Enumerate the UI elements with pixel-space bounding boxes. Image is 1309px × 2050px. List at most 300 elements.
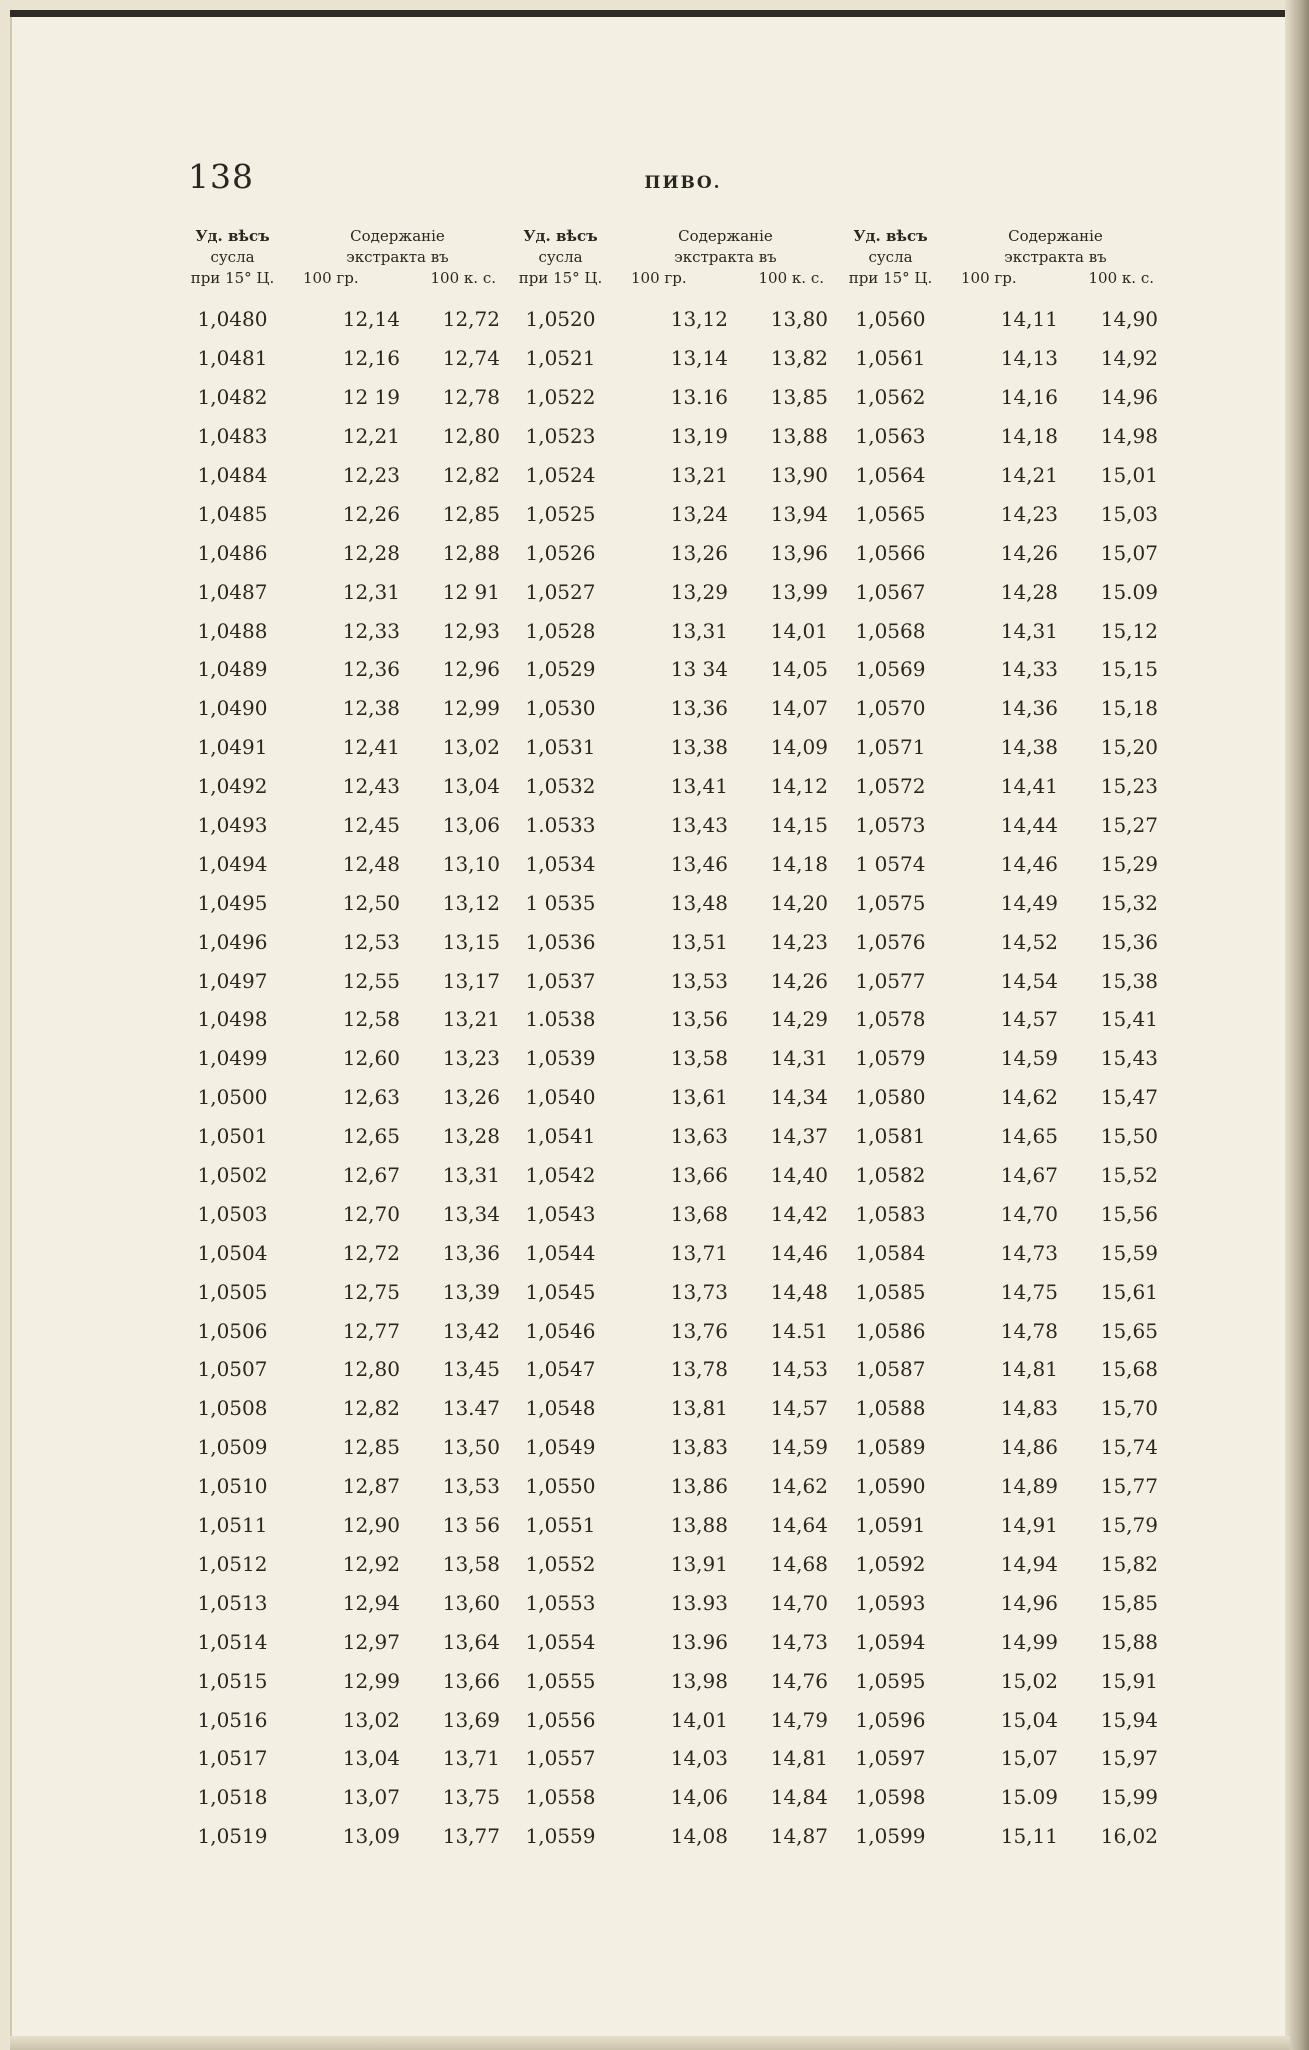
header-line: Содержаніе xyxy=(1008,227,1103,245)
extract-cc-cell: 13,17 xyxy=(442,968,500,993)
extract-grams-cell: 14,65 xyxy=(1000,1124,1058,1149)
extract-cc-cell: 15,12 xyxy=(1100,618,1158,643)
extract-grams-cell: 14,99 xyxy=(1000,1629,1058,1654)
extract-grams-cell: 12,36 xyxy=(342,657,400,682)
specific-gravity-cell: 1,0568 xyxy=(855,618,926,643)
header-line: при 15° Ц. xyxy=(848,269,933,287)
specific-gravity-cell: 1,0532 xyxy=(525,774,596,799)
table-row xyxy=(838,1700,1158,1739)
extract-cc-cell: 13,50 xyxy=(442,1435,500,1460)
extract-grams-cell: 14,06 xyxy=(670,1785,728,1810)
extract-grams-cell: 14,52 xyxy=(1000,929,1058,954)
table-row xyxy=(180,300,500,339)
extract-grams-cell: 13,61 xyxy=(670,1085,728,1110)
table-row xyxy=(838,1506,1158,1545)
specific-gravity-cell: 1,0587 xyxy=(855,1357,926,1382)
extract-cc-cell: 14,68 xyxy=(770,1551,828,1576)
extract-grams-cell: 15,07 xyxy=(1000,1746,1058,1771)
table-row xyxy=(180,1739,500,1778)
extract-cc-cell: 15,01 xyxy=(1100,463,1158,487)
table-row xyxy=(180,1350,500,1389)
table-row xyxy=(838,456,1158,495)
extract-grams-cell: 15,11 xyxy=(1000,1824,1058,1849)
table-row xyxy=(838,1467,1158,1506)
table-row xyxy=(838,533,1158,572)
extract-cc-cell: 15,29 xyxy=(1100,851,1158,876)
specific-gravity-cell: 1,0520 xyxy=(525,307,596,332)
specific-gravity-cell: 1,0510 xyxy=(197,1474,268,1499)
table-row xyxy=(508,1622,828,1661)
specific-gravity-cell: 1,0589 xyxy=(855,1435,926,1460)
specific-gravity-cell: 1,0564 xyxy=(855,463,926,487)
table-row xyxy=(508,1506,828,1545)
table-row xyxy=(508,1583,828,1622)
specific-gravity-cell: 1,0493 xyxy=(197,813,268,838)
specific-gravity-cell: 1.0533 xyxy=(525,813,596,838)
extract-grams-cell: 13,09 xyxy=(342,1824,400,1849)
table-row xyxy=(508,611,828,650)
extract-cc-cell: 15.09 xyxy=(1100,579,1158,604)
extract-grams-cell: 12,45 xyxy=(342,813,400,838)
table-row xyxy=(838,1389,1158,1428)
page-edge-shadow xyxy=(1285,0,1309,2050)
extract-cc-cell: 14,92 xyxy=(1100,346,1158,371)
extract-grams-cell: 13 34 xyxy=(670,657,728,682)
subheader-grams: 100 гр. xyxy=(961,269,1017,287)
specific-gravity-cell: 1,0566 xyxy=(855,540,926,565)
extract-grams-cell: 14,44 xyxy=(1000,813,1058,838)
column-group-header xyxy=(508,226,828,298)
extract-cc-cell: 15,70 xyxy=(1100,1396,1158,1421)
specific-gravity-cell: 1.0538 xyxy=(525,1007,596,1032)
column-group-header xyxy=(180,226,500,298)
table-row xyxy=(838,1272,1158,1311)
extract-grams-cell: 12,28 xyxy=(342,540,400,565)
table-row xyxy=(508,689,828,728)
extract-cc-cell: 13,75 xyxy=(442,1785,500,1810)
extract-cc-cell: 15,85 xyxy=(1100,1590,1158,1615)
extract-cc-cell: 15,03 xyxy=(1100,501,1158,526)
specific-gravity-cell: 1,0480 xyxy=(197,307,268,332)
specific-gravity-cell: 1,0547 xyxy=(525,1357,596,1382)
table-row xyxy=(180,922,500,961)
specific-gravity-cell: 1,0541 xyxy=(525,1124,596,1149)
extract-subheaders xyxy=(295,268,500,289)
specific-gravity-cell: 1,0518 xyxy=(197,1785,268,1810)
table-row xyxy=(180,1078,500,1117)
table-row xyxy=(180,1428,500,1467)
extract-cc-cell: 13,26 xyxy=(442,1085,500,1110)
table-row xyxy=(508,300,828,339)
specific-gravity-cell: 1,0586 xyxy=(855,1318,926,1343)
table-row xyxy=(508,1467,828,1506)
table-row xyxy=(180,1000,500,1039)
specific-gravity-cell: 1,0551 xyxy=(525,1513,596,1538)
extract-grams-cell: 14,62 xyxy=(1000,1085,1058,1110)
table-row xyxy=(508,1272,828,1311)
table-row xyxy=(838,806,1158,845)
extract-cc-cell: 13,58 xyxy=(442,1551,500,1576)
table-row xyxy=(838,728,1158,767)
specific-gravity-cell: 1,0590 xyxy=(855,1474,926,1499)
specific-gravity-cell: 1,0530 xyxy=(525,696,596,721)
table-row xyxy=(180,1389,500,1428)
extract-cc-cell: 14,37 xyxy=(770,1124,828,1149)
table-row xyxy=(508,456,828,495)
extract-grams-cell: 14,11 xyxy=(1000,307,1058,332)
extract-grams-cell: 14,78 xyxy=(1000,1318,1058,1343)
specific-gravity-cell: 1,0531 xyxy=(525,735,596,760)
extract-cc-cell: 13,64 xyxy=(442,1629,500,1654)
table-row xyxy=(180,1039,500,1078)
specific-gravity-cell: 1,0539 xyxy=(525,1046,596,1071)
extract-cc-cell: 15,36 xyxy=(1100,929,1158,954)
extract-grams-cell: 14,46 xyxy=(1000,851,1058,876)
extract-grams-cell: 12,21 xyxy=(342,424,400,449)
table-row xyxy=(838,1817,1158,1856)
extract-grams-cell: 13,26 xyxy=(670,540,728,565)
table-row xyxy=(838,1039,1158,1078)
specific-gravity-cell: 1,0490 xyxy=(197,696,268,721)
extract-cc-cell: 13,02 xyxy=(442,735,500,760)
extract-grams-cell: 14,23 xyxy=(1000,501,1058,526)
table-row xyxy=(838,844,1158,883)
extract-cc-cell: 13,88 xyxy=(770,424,828,449)
table-row xyxy=(508,1389,828,1428)
extract-cc-cell: 14,26 xyxy=(770,968,828,993)
table-row xyxy=(180,844,500,883)
extract-cc-cell: 14,40 xyxy=(770,1163,828,1188)
extract-cc-cell: 13,39 xyxy=(442,1279,500,1304)
table-row xyxy=(180,1194,500,1233)
extract-grams-cell: 14,31 xyxy=(1000,618,1058,643)
extract-cc-cell: 15,99 xyxy=(1100,1785,1158,1810)
extract-cc-cell: 14,59 xyxy=(770,1435,828,1460)
extract-grams-cell: 13,88 xyxy=(670,1513,728,1538)
table-row xyxy=(508,1233,828,1272)
page-number: 138 xyxy=(188,157,254,196)
extract-grams-cell: 12,65 xyxy=(342,1124,400,1149)
table-row xyxy=(180,572,500,611)
specific-gravity-cell: 1,0554 xyxy=(525,1629,596,1654)
extract-grams-cell: 12,53 xyxy=(342,929,400,954)
extract-grams-cell: 13,91 xyxy=(670,1551,728,1576)
table-row xyxy=(180,767,500,806)
extract-cc-cell: 13.47 xyxy=(442,1396,500,1421)
specific-gravity-header xyxy=(180,226,285,289)
extract-grams-cell: 13,48 xyxy=(670,890,728,915)
table-row xyxy=(508,1078,828,1117)
extract-subheaders xyxy=(623,268,828,289)
specific-gravity-cell: 1,0545 xyxy=(525,1279,596,1304)
extract-grams-cell: 12,67 xyxy=(342,1163,400,1188)
specific-gravity-cell: 1,0557 xyxy=(525,1746,596,1771)
specific-gravity-cell: 1,0519 xyxy=(197,1824,268,1849)
specific-gravity-cell: 1,0583 xyxy=(855,1201,926,1226)
table-row xyxy=(180,1778,500,1817)
table-row xyxy=(180,1311,500,1350)
extract-grams-cell: 13,02 xyxy=(342,1707,400,1732)
specific-gravity-cell: 1,0481 xyxy=(197,346,268,371)
specific-gravity-cell: 1,0567 xyxy=(855,579,926,604)
specific-gravity-cell: 1,0585 xyxy=(855,1279,926,1304)
extract-cc-cell: 14,62 xyxy=(770,1474,828,1499)
extract-cc-cell: 15,74 xyxy=(1100,1435,1158,1460)
table-row xyxy=(508,961,828,1000)
table-row xyxy=(180,1467,500,1506)
extract-grams-cell: 14,94 xyxy=(1000,1551,1058,1576)
specific-gravity-header xyxy=(838,226,943,289)
table-row xyxy=(838,767,1158,806)
specific-gravity-cell: 1,0548 xyxy=(525,1396,596,1421)
specific-gravity-cell: 1,0576 xyxy=(855,929,926,954)
specific-gravity-header xyxy=(508,226,613,289)
specific-gravity-cell: 1,0503 xyxy=(197,1201,268,1226)
specific-gravity-cell: 1,0580 xyxy=(855,1085,926,1110)
extract-cc-cell: 13,69 xyxy=(442,1707,500,1732)
extract-grams-cell: 13.93 xyxy=(670,1590,728,1615)
specific-gravity-cell: 1,0571 xyxy=(855,735,926,760)
extract-grams-cell: 13,83 xyxy=(670,1435,728,1460)
extract-cc-cell: 14,05 xyxy=(770,657,828,682)
specific-gravity-cell: 1 0574 xyxy=(855,851,926,876)
subheader-cc: 100 к. с. xyxy=(758,269,824,287)
table-row xyxy=(508,533,828,572)
specific-gravity-cell: 1,0546 xyxy=(525,1318,596,1343)
header-line: Уд. вѣсъ xyxy=(195,227,270,245)
extract-grams-cell: 13,04 xyxy=(342,1746,400,1771)
table-row xyxy=(508,1428,828,1467)
extract-grams-cell: 14,59 xyxy=(1000,1046,1058,1071)
extract-cc-cell: 15,41 xyxy=(1100,1007,1158,1032)
specific-gravity-cell: 1,0482 xyxy=(197,385,268,410)
specific-gravity-cell: 1,0485 xyxy=(197,501,268,526)
extract-grams-cell: 12,72 xyxy=(342,1240,400,1265)
specific-gravity-cell: 1,0593 xyxy=(855,1590,926,1615)
extract-grams-cell: 14,13 xyxy=(1000,346,1058,371)
extract-cc-cell: 15,82 xyxy=(1100,1551,1158,1576)
specific-gravity-cell: 1,0506 xyxy=(197,1318,268,1343)
table-row xyxy=(508,922,828,961)
extract-cc-cell: 14.51 xyxy=(770,1318,828,1343)
extract-cc-cell: 12,74 xyxy=(442,346,500,371)
specific-gravity-cell: 1,0549 xyxy=(525,1435,596,1460)
extract-cc-cell: 14,29 xyxy=(770,1007,828,1032)
specific-gravity-cell: 1,0522 xyxy=(525,385,596,410)
specific-gravity-cell: 1,0494 xyxy=(197,851,268,876)
specific-gravity-cell: 1,0534 xyxy=(525,851,596,876)
specific-gravity-cell: 1,0517 xyxy=(197,1746,268,1771)
table-row xyxy=(508,1778,828,1817)
specific-gravity-cell: 1,0599 xyxy=(855,1824,926,1849)
extract-grams-cell: 12,41 xyxy=(342,735,400,760)
extract-grams-cell: 13,51 xyxy=(670,929,728,954)
extract-cc-cell: 15,50 xyxy=(1100,1124,1158,1149)
extract-grams-cell: 14,83 xyxy=(1000,1396,1058,1421)
table-row xyxy=(508,728,828,767)
extract-cc-cell: 14,20 xyxy=(770,890,828,915)
extract-grams-cell: 13,21 xyxy=(670,463,728,487)
extract-grams-cell: 14,49 xyxy=(1000,890,1058,915)
table-rows xyxy=(180,300,500,1856)
extract-grams-cell: 13,19 xyxy=(670,424,728,449)
extract-cc-cell: 15,91 xyxy=(1100,1668,1158,1693)
extract-grams-cell: 12,60 xyxy=(342,1046,400,1071)
table-row xyxy=(180,494,500,533)
subheader-cc: 100 к. с. xyxy=(430,269,496,287)
extract-cc-cell: 15,43 xyxy=(1100,1046,1158,1071)
page-header xyxy=(188,157,1158,205)
table-row xyxy=(180,728,500,767)
extract-cc-cell: 15,56 xyxy=(1100,1201,1158,1226)
table-row xyxy=(838,1000,1158,1039)
table-row xyxy=(508,494,828,533)
table-row xyxy=(508,1700,828,1739)
specific-gravity-cell: 1,0509 xyxy=(197,1435,268,1460)
specific-gravity-cell: 1,0526 xyxy=(525,540,596,565)
specific-gravity-cell: 1,0528 xyxy=(525,618,596,643)
extract-cc-cell: 13,45 xyxy=(442,1357,500,1382)
table-row xyxy=(508,1000,828,1039)
table-row xyxy=(838,1428,1158,1467)
table-row xyxy=(180,378,500,417)
specific-gravity-cell: 1,0552 xyxy=(525,1551,596,1576)
specific-gravity-cell: 1,0523 xyxy=(525,424,596,449)
table-row xyxy=(508,1156,828,1195)
extract-grams-cell: 13,71 xyxy=(670,1240,728,1265)
specific-gravity-cell: 1,0495 xyxy=(197,890,268,915)
table-row xyxy=(508,378,828,417)
specific-gravity-cell: 1,0499 xyxy=(197,1046,268,1071)
extract-cc-cell: 13,10 xyxy=(442,851,500,876)
extract-cc-cell: 15,20 xyxy=(1100,735,1158,760)
extract-cc-cell: 13,94 xyxy=(770,501,828,526)
table-row xyxy=(508,1039,828,1078)
extract-cc-cell: 13,77 xyxy=(442,1824,500,1849)
specific-gravity-cell: 1,0487 xyxy=(197,579,268,604)
extract-grams-cell: 12,92 xyxy=(342,1551,400,1576)
extract-cc-cell: 13,82 xyxy=(770,346,828,371)
extract-cc-cell: 15,32 xyxy=(1100,890,1158,915)
table-row xyxy=(838,417,1158,456)
extract-grams-cell: 13,24 xyxy=(670,501,728,526)
extract-grams-cell: 12,48 xyxy=(342,851,400,876)
extract-grams-cell: 12,99 xyxy=(342,1668,400,1693)
extract-grams-cell: 13,66 xyxy=(670,1163,728,1188)
extract-cc-cell: 13,66 xyxy=(442,1668,500,1693)
extract-grams-cell: 13,31 xyxy=(670,618,728,643)
header-line: экстракта въ xyxy=(346,248,449,266)
table-row xyxy=(180,1233,500,1272)
extract-grams-cell: 13,63 xyxy=(670,1124,728,1149)
extract-cc-cell: 13,42 xyxy=(442,1318,500,1343)
table-row xyxy=(180,611,500,650)
extract-cc-cell: 14,48 xyxy=(770,1279,828,1304)
extract-cc-cell: 14,84 xyxy=(770,1785,828,1810)
extract-cc-cell: 15,47 xyxy=(1100,1085,1158,1110)
extract-grams-cell: 12,31 xyxy=(342,579,400,604)
extract-cc-cell: 14,76 xyxy=(770,1668,828,1693)
specific-gravity-cell: 1,0579 xyxy=(855,1046,926,1071)
specific-gravity-cell: 1,0514 xyxy=(197,1629,268,1654)
extract-cc-cell: 13,31 xyxy=(442,1163,500,1188)
extract-grams-cell: 12,63 xyxy=(342,1085,400,1110)
table-row xyxy=(838,1194,1158,1233)
table-row xyxy=(180,1506,500,1545)
extract-cc-cell: 14,98 xyxy=(1100,424,1158,449)
extract-cc-cell: 12,85 xyxy=(442,501,500,526)
extract-grams-cell: 13,68 xyxy=(670,1201,728,1226)
extract-grams-cell: 13,98 xyxy=(670,1668,728,1693)
extract-cc-cell: 15,59 xyxy=(1100,1240,1158,1265)
column-group-1 xyxy=(180,226,500,1856)
extract-cc-cell: 12,82 xyxy=(442,463,500,487)
extract-grams-cell: 14,89 xyxy=(1000,1474,1058,1499)
extract-subheaders xyxy=(953,268,1158,289)
extract-cc-cell: 14,12 xyxy=(770,774,828,799)
specific-gravity-cell: 1,0598 xyxy=(855,1785,926,1810)
extract-cc-cell: 13,36 xyxy=(442,1240,500,1265)
extract-grams-cell: 13.16 xyxy=(670,385,728,410)
extract-grams-cell: 12,33 xyxy=(342,618,400,643)
extract-cc-cell: 15,77 xyxy=(1100,1474,1158,1499)
extract-grams-cell: 12,58 xyxy=(342,1007,400,1032)
specific-gravity-cell: 1,0572 xyxy=(855,774,926,799)
table-row xyxy=(838,689,1158,728)
table-row xyxy=(508,1817,828,1856)
table-row xyxy=(180,1156,500,1195)
table-row xyxy=(838,650,1158,689)
specific-gravity-cell: 1,0550 xyxy=(525,1474,596,1499)
extract-cc-cell: 14,01 xyxy=(770,618,828,643)
extract-grams-cell: 13,81 xyxy=(670,1396,728,1421)
table-row xyxy=(838,883,1158,922)
specific-gravity-cell: 1,0578 xyxy=(855,1007,926,1032)
column-group-header xyxy=(838,226,1158,298)
extract-cc-cell: 14,07 xyxy=(770,696,828,721)
extract-grams-cell: 13.96 xyxy=(670,1629,728,1654)
table-row xyxy=(180,1817,500,1856)
extract-grams-cell: 14,18 xyxy=(1000,424,1058,449)
extract-cc-cell: 13,80 xyxy=(770,307,828,332)
extract-cc-cell: 15,15 xyxy=(1100,657,1158,682)
specific-gravity-cell: 1,0584 xyxy=(855,1240,926,1265)
table-row xyxy=(838,378,1158,417)
specific-gravity-cell: 1,0591 xyxy=(855,1513,926,1538)
specific-gravity-cell: 1,0515 xyxy=(197,1668,268,1693)
table-row xyxy=(508,650,828,689)
extract-grams-cell: 14,86 xyxy=(1000,1435,1058,1460)
extract-cc-cell: 13,04 xyxy=(442,774,500,799)
table-row xyxy=(838,1545,1158,1584)
extract-grams-cell: 12,80 xyxy=(342,1357,400,1382)
extract-cc-cell: 12 91 xyxy=(442,579,500,604)
specific-gravity-cell: 1,0592 xyxy=(855,1551,926,1576)
extract-cc-cell: 14,42 xyxy=(770,1201,828,1226)
extract-cc-cell: 13,06 xyxy=(442,813,500,838)
extract-grams-cell: 12,55 xyxy=(342,968,400,993)
extract-grams-cell: 13,43 xyxy=(670,813,728,838)
extract-grams-cell: 12,82 xyxy=(342,1396,400,1421)
table-row xyxy=(180,1117,500,1156)
extract-grams-cell: 12,23 xyxy=(342,463,400,487)
table-row xyxy=(180,1583,500,1622)
extract-cc-cell: 14,64 xyxy=(770,1513,828,1538)
specific-gravity-cell: 1,0536 xyxy=(525,929,596,954)
extract-cc-cell: 14,81 xyxy=(770,1746,828,1771)
specific-gravity-cell: 1,0507 xyxy=(197,1357,268,1382)
specific-gravity-cell: 1,0491 xyxy=(197,735,268,760)
